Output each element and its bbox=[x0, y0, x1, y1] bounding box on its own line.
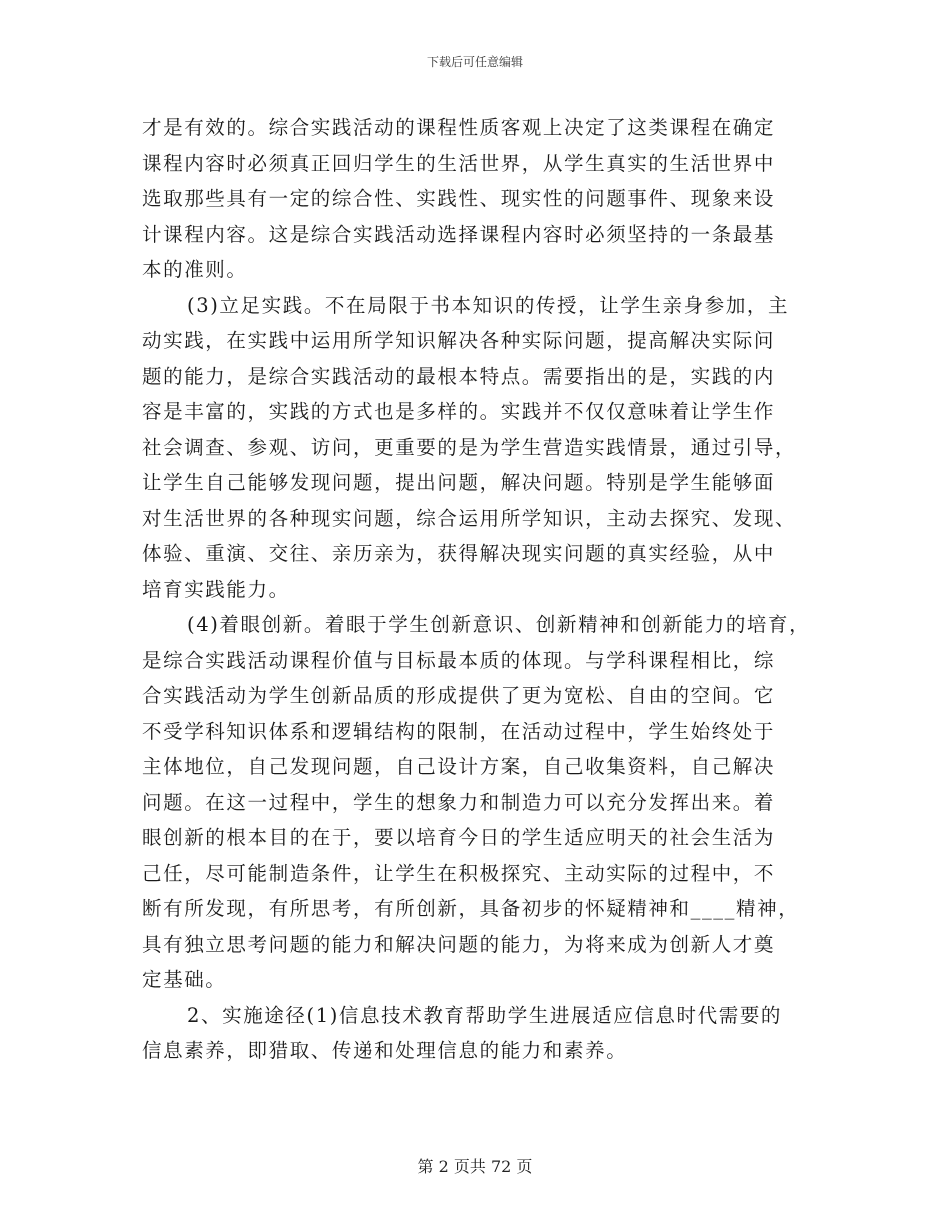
text-line: 问题。在这一过程中，学生的想象力和制造力可以充分发挥出来。着 bbox=[142, 790, 776, 814]
text-line: 2、实施途径(1)信息技术教育帮助学生进展适应信息时代需要的 bbox=[187, 1003, 783, 1027]
text-line: 断有所发现，有所思考，有所创新，具备初步的怀疑精神和____精神， bbox=[142, 897, 800, 920]
page-header: 下载后可任意编辑 bbox=[426, 55, 523, 69]
text-line: 选取那些具有一定的综合性、实践性、现实性的问题事件、现象来设 bbox=[142, 187, 776, 210]
text-line: 主体地位，自己发现问题，自己设计方案，自己收集资料，自己解决 bbox=[142, 755, 776, 778]
text-line: (3)立足实践。不在局限于书本知识的传授，让学生亲身参加，主 bbox=[187, 293, 790, 317]
text-line: 才是有效的。综合实践活动的课程性质客观上决定了这类课程在确定 bbox=[142, 116, 776, 139]
text-line: 信息素养，即猎取、传递和处理信息的能力和素养。 bbox=[142, 1039, 628, 1062]
text-line: 本的准则。 bbox=[142, 258, 248, 281]
text-line: 容是丰富的，实践的方式也是多样的。实践并不仅仅意味着让学生作 bbox=[142, 400, 776, 423]
text-line: (4)着眼创新。着眼于学生创新意识、创新精神和创新能力的培育， bbox=[187, 613, 811, 636]
text-line: 定基础。 bbox=[142, 968, 227, 991]
text-line: 具有独立思考问题的能力和解决问题的能力，为将来成为创新人才奠 bbox=[142, 932, 776, 956]
text-line: 计课程内容。这是综合实践活动选择课程内容时必须坚持的一条最基 bbox=[142, 222, 776, 246]
text-line: 是综合实践活动课程价值与目标最本质的体现。与学科课程相比，综 bbox=[142, 648, 776, 672]
text-line: 让学生自己能够发现问题，提出问题，解决问题。特别是学生能够面 bbox=[142, 471, 776, 494]
document-body bbox=[142, 110, 822, 1069]
text-line: 社会调查、参观、访问，更重要的是为学生营造实践情景，通过引导， bbox=[142, 435, 797, 459]
text-line: 体验、重演、交往、亲历亲为，获得解决现实问题的真实经验，从中 bbox=[142, 542, 776, 565]
text-line: 题的能力，是综合实践活动的最根本特点。需要指出的是，实践的内 bbox=[142, 364, 776, 388]
text-line: 对生活世界的各种现实问题，综合运用所学知识，主动去探究、发现、 bbox=[142, 506, 797, 530]
text-line: 己任，尽可能制造条件，让学生在积极探究、主动实际的过程中，不 bbox=[142, 861, 776, 885]
text-line: 不受学科知识体系和逻辑结构的限制，在活动过程中，学生始终处于 bbox=[142, 719, 776, 743]
text-line: 合实践活动为学生创新品质的形成提供了更为宽松、自由的空间。它 bbox=[142, 684, 776, 707]
text-line: 课程内容时必须真正回归学生的生活世界，从学生真实的生活世界中 bbox=[142, 151, 776, 175]
text-line: 眼创新的根本目的在于，要以培育今日的学生适应明天的社会生活为 bbox=[142, 826, 776, 849]
page-number: 第 2 页共 72 页 bbox=[417, 1157, 533, 1176]
text-line: 培育实践能力。 bbox=[142, 577, 290, 601]
text-line: 动实践，在实践中运用所学知识解决各种实际问题，提高解决实际问 bbox=[142, 329, 776, 352]
